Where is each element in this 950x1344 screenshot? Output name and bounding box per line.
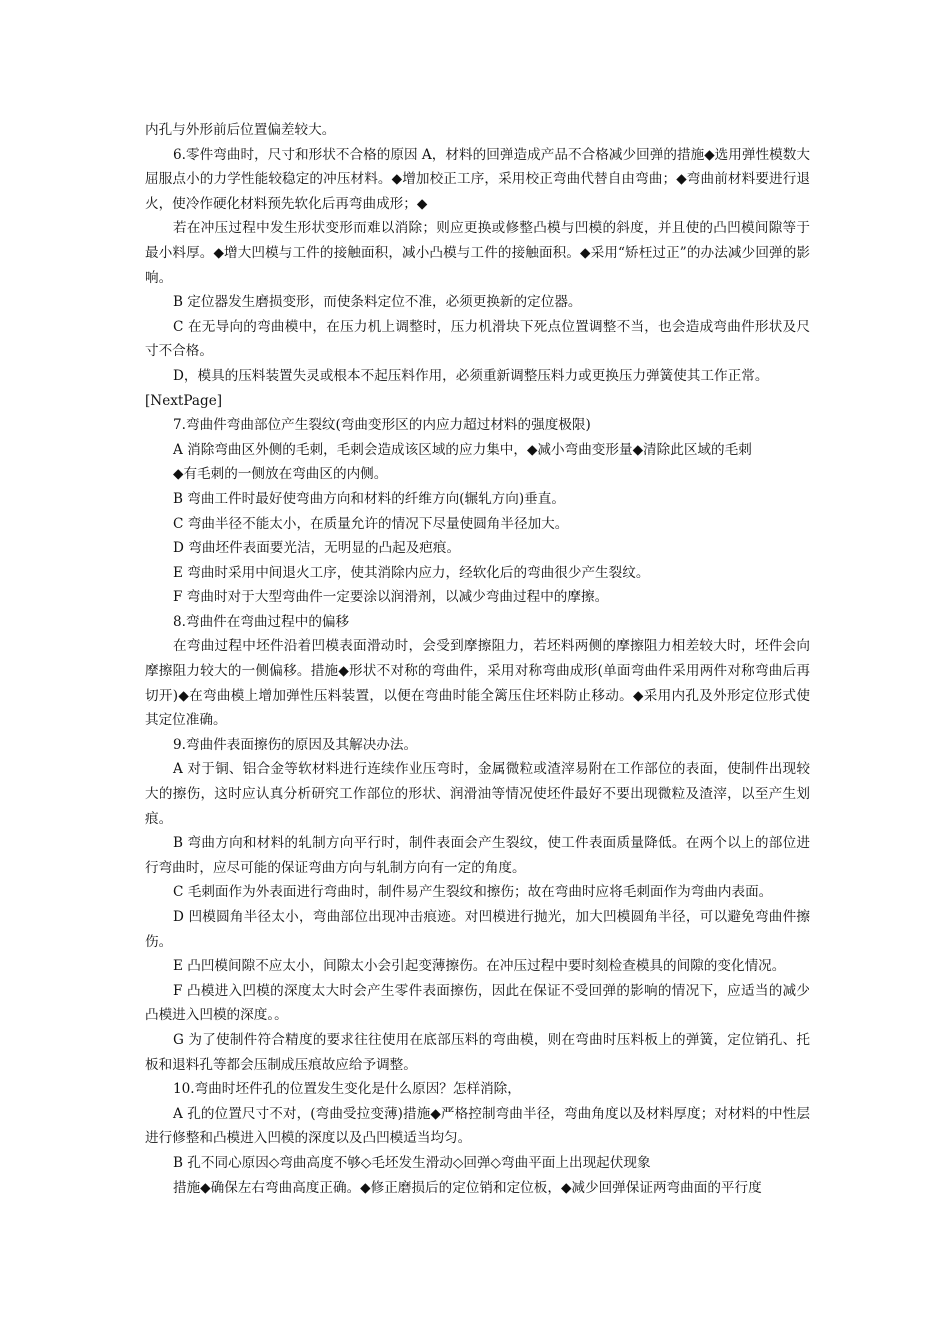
paragraph-section-7-c: C 弯曲半径不能太小，在质量允许的情况下尽量使圆角半径加大。 [173,515,569,532]
paragraph-intro-continuation: 内孔与外形前后位置偏差较大。 [145,122,336,138]
paragraph-section-7-a-cont: ◆有毛刺的一侧放在弯曲区的内侧。 [173,466,388,483]
document-body [145,118,810,1200]
paragraph-section-10-b: B 孔不同心原因◇弯曲高度不够◇毛坯发生滑动◇回弹◇弯曲平面上出现起伏现象 [173,1154,651,1171]
paragraph-section-10-heading: 10.弯曲时坯件孔的位置发生变化是什么原因？怎样消除， [173,1081,521,1098]
paragraph-section-7-a: A 消除弯曲区外侧的毛刺，毛刺会造成该区域的应力集中，◆减小弯曲变形量◆清除此区域的毛刺 [173,441,752,458]
paragraph-section-6-b: B 定位器发生磨损变形，而使条料定位不准，必须更换新的定位器。 [173,294,582,311]
paragraph-section-6-c: C 在无导向的弯曲模中，在压力机上调整时，压力机滑块下死点位置调整不当，也会造成弯曲件形状及尺寸不合格。 [145,318,810,360]
paragraph-section-8-heading: 8.弯曲件在弯曲过程中的偏移 [173,613,350,630]
paragraph-section-9-e: E 凸凹模间隙不应太小，间隙太小会引起变薄擦伤。在冲压过程中要时刻检查模具的间隙的变化情况。 [173,958,786,975]
paragraph-section-9-g: G 为了使制件符合精度的要求往往使用在底部压料的弯曲模，则在弯曲时压料板上的弹簧，定位销孔、托板和退料孔等都会压制成压痕故应给予调整。 [145,1031,810,1073]
paragraph-section-9-f: F 凸模进入凹模的深度太大时会产生零件表面擦伤，因此在保证不受回弹的影响的情况下，应适当的减少凸模进入凹模的深度。。 [145,982,810,1024]
paragraph-section-6-d: D，模具的压料装置失灵或根本不起压料作用，必须重新调整压料力或更换压力弹簧使其工作正常。 [173,367,769,384]
paragraph-section-8-body: 在弯曲过程中坯件沿着凹模表面滑动时，会受到摩擦阻力，若坯料两侧的摩擦阻力相差较大时，坯件会向摩擦阻力较大的一侧偏移。措施◆形状不对称的弯曲件，采用对称弯曲成形(单面弯曲件采用两件对称弯曲后再切开)◆在弯曲模上增加弹性压料装置，以便在弯曲时能全篱压住坯料防止移动。◆采用内孔及外形定位形式使其定位准确。 [145,638,810,729]
paragraph-section-9-d: D 凹模圆角半径太小，弯曲部位出现冲击痕迹。对凹模进行抛光，加大凹模圆角半径，可以避免弯曲件擦伤。 [145,909,810,950]
next-page-marker: [NextPage] [145,392,223,409]
paragraph-section-10-a: A 孔的位置尺寸不对，(弯曲受拉变薄)措施◆严格控制弯曲半径，弯曲角度以及材料厚度；对材料的中性层进行修整和凸模进入凹模的深度以及凸凹模适当均匀。 [145,1105,810,1147]
paragraph-section-9-heading: 9.弯曲件表面擦伤的原因及其解决办法。 [173,736,418,753]
paragraph-section-7-f: F 弯曲时对于大型弯曲件一定要涂以润滑剂，以减少弯曲过程中的摩擦。 [173,589,609,606]
paragraph-section-6-heading: 6.零件弯曲时，尺寸和形状不合格的原因 A，材料的回弹造成产品不合格减少回弹的措施◆选用弹性模数大屈服点小的力学性能较稳定的冲压材料。◆增加校正工序，采用校正弯曲代替自由弯曲；◆弯曲前材料要进行退火，使冷作硬化材料预先软化后再弯曲成形；◆ [145,146,810,212]
paragraph-section-7-e: E 弯曲时采用中间退火工序，使其消除内应力，经软化后的弯曲很少产生裂纹。 [173,564,650,581]
paragraph-section-6-shape-deformation: 若在冲压过程中发生形状变形而难以消除；则应更换或修整凸模与凹模的斜度，并且使的凸凹模间隙等于最小料厚。◆增大凹模与工件的接触面积，减小凸模与工件的接触面积。◆采用“矫枉过正”的办法减少回弹的影响。 [145,220,810,286]
paragraph-section-7-heading: 7.弯曲件弯曲部位产生裂纹(弯曲变形区的内应力超过材料的强度极限) [173,417,591,434]
paragraph-section-7-d: D 弯曲坯件表面要光洁，无明显的凸起及疤痕。 [173,540,461,557]
paragraph-section-9-c: C 毛刺面作为外表面进行弯曲时，制件易产生裂纹和擦伤；故在弯曲时应将毛刺面作为弯曲内表面。 [173,884,773,901]
paragraph-section-7-b: B 弯曲工件时最好使弯曲方向和材料的纤维方向(辗轧方向)垂直。 [173,490,565,507]
paragraph-section-9-b: B 弯曲方向和材料的轧制方向平行时，制件表面会产生裂纹，使工件表面质量降低。在两个以上的部位进行弯曲时，应尽可能的保证弯曲方向与轧制方向有一定的角度。 [145,835,810,876]
paragraph-section-10-measures: 措施◆确保左右弯曲高度正确。◆修正磨损后的定位销和定位板，◆减少回弹保证两弯曲面的平行度 [173,1179,762,1196]
paragraph-section-9-a: A 对于铜、铝合金等软材料进行连续作业压弯时，金属微粒或渣滓易附在工作部位的表面，使制件出现较大的擦伤，这时应认真分析研究工作部位的形状、润滑油等情况使坯件最好不要出现微粒及渣滓，以至产生划痕。 [145,761,810,827]
